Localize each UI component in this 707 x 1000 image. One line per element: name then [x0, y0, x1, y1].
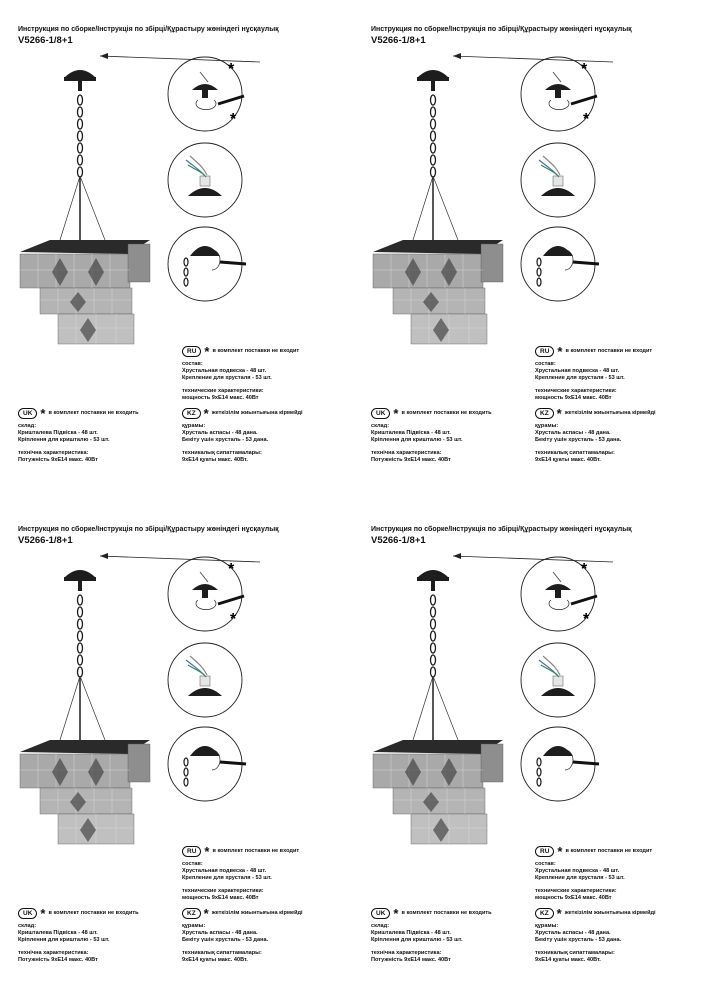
star-icon: *: [557, 844, 563, 859]
kz-line: Бекіту үшін хрусталь - 53 дана.: [182, 437, 269, 443]
uk-note: в комплект поставки не входить: [401, 410, 492, 416]
ru-badge: RU: [182, 846, 201, 857]
star-icon: *: [203, 906, 209, 921]
ru-section: [535, 346, 652, 402]
uk-line: технічна характеристика:: [371, 450, 442, 456]
kz-line: техникалық сипаттамалары:: [182, 950, 262, 956]
ru-line: Крепление для хрусталя - 53 шт.: [182, 875, 272, 881]
uk-note: в комплект поставки не входить: [48, 910, 139, 916]
ru-line: мощность 9хЕ14 макс. 40Вт: [535, 395, 612, 401]
uk-badge: UK: [18, 408, 37, 419]
ru-line: мощность 9хЕ14 макс. 40Вт: [182, 895, 259, 901]
star-icon: *: [393, 406, 399, 421]
star-icon: *: [204, 344, 210, 359]
kz-line: Бекіту үшін хрусталь - 53 дана.: [535, 937, 622, 943]
ru-section: [182, 346, 299, 402]
model-number: V5266-1/8+1: [18, 535, 73, 546]
ru-line: Крепление для хрусталя - 53 шт.: [182, 375, 272, 381]
star-icon: *: [557, 344, 563, 359]
ru-line: Крепление для хрусталя - 53 шт.: [535, 875, 625, 881]
kz-line: құрамы:: [535, 423, 559, 429]
sheet-title: Инструкция по сборке/Інструкція по збірці/Құрастыру жөніндегі нұсқаулық: [371, 526, 632, 533]
uk-badge: UK: [371, 408, 390, 419]
sheet-title: Инструкция по сборке/Інструкція по збірці/Құрастыру жөніндегі нұсқаулық: [371, 26, 632, 33]
star-icon: *: [40, 406, 46, 421]
kz-note: жеткізілім жиынтығына кірмейді: [211, 410, 303, 416]
kz-line: құрамы:: [182, 923, 206, 929]
uk-line: Кріплення для кришталю - 53 шт.: [18, 437, 110, 443]
kz-line: құрамы:: [182, 423, 206, 429]
star-icon: *: [583, 111, 590, 128]
uk-line: склад:: [371, 923, 390, 929]
kz-line: Бекіту үшін хрусталь - 53 дана.: [182, 937, 269, 943]
uk-line: Кріплення для кришталю - 53 шт.: [371, 937, 463, 943]
uk-section: [371, 408, 492, 464]
star-icon: *: [203, 406, 209, 421]
ru-line: состав:: [182, 361, 203, 367]
kz-line: 9хЕ14 қуаты макс. 40Вт.: [182, 457, 248, 463]
star-icon: *: [556, 906, 562, 921]
ru-badge: RU: [182, 346, 201, 357]
kz-section: [535, 408, 656, 464]
kz-line: Хрусталь аспасы - 48 дана.: [182, 930, 258, 936]
star-icon: *: [40, 906, 46, 921]
uk-badge: UK: [18, 908, 37, 919]
ru-line: Хрустальная подвеска - 48 шт.: [535, 868, 620, 874]
kz-section: [535, 908, 656, 964]
kz-badge: KZ: [182, 908, 201, 919]
ru-badge: RU: [535, 846, 554, 857]
ru-line: технические характеристики:: [535, 888, 617, 894]
kz-section: [182, 908, 303, 964]
uk-line: Кришталева Підвіска - 48 шт.: [371, 930, 451, 936]
kz-badge: KZ: [182, 408, 201, 419]
ru-note: в комплект поставки не входит: [565, 348, 653, 354]
instruction-sheet: [353, 500, 706, 1000]
instruction-sheet: [0, 0, 353, 500]
uk-section: [18, 408, 139, 464]
ru-line: состав:: [535, 361, 556, 367]
ru-section: [535, 846, 652, 902]
ru-note: в комплект поставки не входит: [565, 848, 653, 854]
uk-line: технічна характеристика:: [18, 950, 89, 956]
uk-line: склад:: [18, 923, 37, 929]
ru-line: мощность 9хЕ14 макс. 40Вт: [535, 895, 612, 901]
uk-note: в комплект поставки не входить: [401, 910, 492, 916]
ru-section: [182, 846, 299, 902]
ru-line: состав:: [535, 861, 556, 867]
ru-line: технические характеристики:: [182, 388, 264, 394]
ru-line: Крепление для хрусталя - 53 шт.: [535, 375, 625, 381]
kz-badge: KZ: [535, 408, 554, 419]
ru-badge: RU: [535, 346, 554, 357]
ru-line: технические характеристики:: [182, 888, 264, 894]
model-number: V5266-1/8+1: [371, 535, 426, 546]
kz-note: жеткізілім жиынтығына кірмейді: [564, 910, 656, 916]
uk-section: [371, 908, 492, 964]
uk-line: технічна характеристика:: [371, 950, 442, 956]
uk-line: Кришталева Підвіска - 48 шт.: [18, 430, 98, 436]
uk-line: Кришталева Підвіска - 48 шт.: [371, 430, 451, 436]
uk-line: склад:: [371, 423, 390, 429]
ru-line: Хрустальная подвеска - 48 шт.: [535, 368, 620, 374]
instruction-sheet: [353, 0, 706, 500]
uk-line: Потужність 9хЕ14 макс. 40Вт: [18, 957, 98, 963]
ru-note: в комплект поставки не входит: [212, 848, 300, 854]
instruction-sheet: [0, 500, 353, 1000]
star-icon: *: [393, 906, 399, 921]
kz-badge: KZ: [535, 908, 554, 919]
kz-line: техникалық сипаттамалары:: [182, 450, 262, 456]
ru-line: Хрустальная подвеска - 48 шт.: [182, 368, 267, 374]
uk-line: Потужність 9хЕ14 макс. 40Вт: [371, 957, 451, 963]
model-number: V5266-1/8+1: [371, 35, 426, 46]
kz-line: Хрусталь аспасы - 48 дана.: [182, 430, 258, 436]
star-icon: *: [204, 844, 210, 859]
star-icon: *: [230, 111, 237, 128]
ru-note: в комплект поставки не входит: [212, 348, 300, 354]
uk-section: [18, 908, 139, 964]
sheet-title: Инструкция по сборке/Інструкція по збірці/Құрастыру жөніндегі нұсқаулық: [18, 26, 279, 33]
kz-line: Хрусталь аспасы - 48 дана.: [535, 430, 611, 436]
uk-line: Потужність 9хЕ14 макс. 40Вт: [18, 457, 98, 463]
model-number: V5266-1/8+1: [18, 35, 73, 46]
ru-line: мощность 9хЕ14 макс. 40Вт: [182, 395, 259, 401]
uk-line: склад:: [18, 423, 37, 429]
uk-line: Потужність 9хЕ14 макс. 40Вт: [371, 457, 451, 463]
uk-badge: UK: [371, 908, 390, 919]
kz-line: Хрусталь аспасы - 48 дана.: [535, 930, 611, 936]
uk-line: Кріплення для кришталю - 53 шт.: [371, 437, 463, 443]
star-icon: *: [228, 61, 235, 78]
star-icon: *: [556, 406, 562, 421]
kz-line: 9хЕ14 қуаты макс. 40Вт.: [535, 957, 601, 963]
ru-line: Хрустальная подвеска - 48 шт.: [182, 868, 267, 874]
star-icon: *: [581, 561, 588, 578]
star-icon: *: [581, 61, 588, 78]
star-icon: *: [228, 561, 235, 578]
kz-note: жеткізілім жиынтығына кірмейді: [211, 910, 303, 916]
sheet-title: Инструкция по сборке/Інструкція по збірці/Құрастыру жөніндегі нұсқаулық: [18, 526, 279, 533]
kz-line: құрамы:: [535, 923, 559, 929]
kz-note: жеткізілім жиынтығына кірмейді: [564, 410, 656, 416]
uk-line: Кріплення для кришталю - 53 шт.: [18, 937, 110, 943]
kz-line: 9хЕ14 қуаты макс. 40Вт.: [535, 457, 601, 463]
uk-note: в комплект поставки не входить: [48, 410, 139, 416]
kz-line: 9хЕ14 қуаты макс. 40Вт.: [182, 957, 248, 963]
kz-line: Бекіту үшін хрусталь - 53 дана.: [535, 437, 622, 443]
ru-line: технические характеристики:: [535, 388, 617, 394]
uk-line: технічна характеристика:: [18, 450, 89, 456]
kz-line: техникалық сипаттамалары:: [535, 950, 615, 956]
kz-section: [182, 408, 303, 464]
star-icon: *: [230, 611, 237, 628]
uk-line: Кришталева Підвіска - 48 шт.: [18, 930, 98, 936]
kz-line: техникалық сипаттамалары:: [535, 450, 615, 456]
star-icon: *: [583, 611, 590, 628]
ru-line: состав:: [182, 861, 203, 867]
